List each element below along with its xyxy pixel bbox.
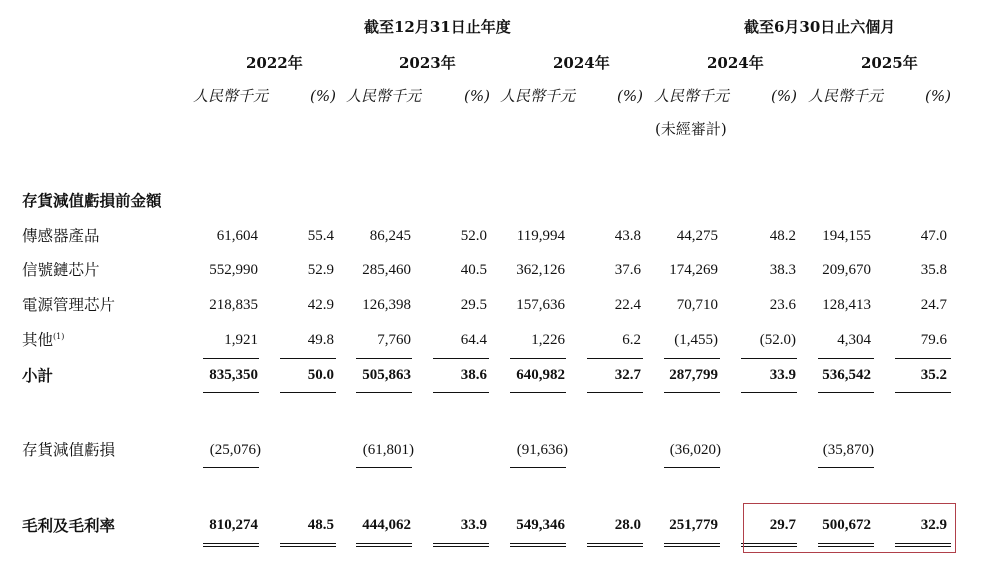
unit-pct: (%) (464, 87, 490, 105)
table-cell: 22.4 (614, 297, 641, 313)
row-label-sensor: 傳感器產品 (22, 227, 100, 245)
subtotal-cell: 32.7 (614, 367, 641, 383)
subtotal-cell: 505,863 (362, 367, 411, 383)
gross-cell: 251,779 (669, 517, 718, 533)
unit-amount: 人民幣千元 (654, 87, 730, 105)
table-cell: 55.4 (307, 228, 334, 244)
table-cell: (52.0) (759, 332, 796, 348)
highlight-box (743, 503, 956, 553)
table-cell: (1,455) (674, 332, 718, 348)
gross-cell: 29.7 (769, 517, 796, 533)
table-cell: 43.8 (614, 228, 641, 244)
subtotal-cell: 38.6 (460, 367, 487, 383)
rule-double (203, 543, 259, 547)
table-cell: 29.5 (460, 297, 487, 313)
rule-double (433, 543, 489, 547)
table-cell: 52.9 (307, 262, 334, 278)
rule-double (510, 543, 566, 547)
subtotal-cell: 287,799 (669, 367, 718, 383)
rule-single (818, 358, 874, 359)
impairment-cell: (91,636) (516, 442, 568, 458)
table-cell: 47.0 (920, 228, 947, 244)
table-cell: 61,604 (216, 228, 258, 244)
table-cell: 42.9 (307, 297, 334, 313)
footnote-ref: (1) (53, 332, 65, 341)
unit-amount: 人民幣千元 (346, 87, 422, 105)
row-label-other: 其他$^{(1)}$ (22, 331, 65, 349)
row-label-power: 電源管理芯片 (22, 296, 116, 314)
unit-pct: (%) (310, 87, 336, 105)
unaudited-note: (未經審計) (655, 120, 727, 138)
table-cell: 209,670 (822, 262, 871, 278)
table-cell: 4,304 (837, 332, 871, 348)
header-year-2022: 2022年 (246, 54, 303, 72)
header-year-2023: 2023年 (399, 54, 456, 72)
table-cell: 1,921 (224, 332, 258, 348)
rule-single (741, 358, 797, 359)
rule-single (280, 358, 336, 359)
table-cell: 24.7 (920, 297, 947, 313)
table-cell: 23.6 (769, 297, 796, 313)
rule-double (664, 543, 720, 547)
rule-double (356, 543, 412, 547)
table-cell: 44,275 (676, 228, 718, 244)
rule-single (664, 467, 720, 468)
unit-pct: (%) (617, 87, 643, 105)
row-label-signal-chain: 信號鏈芯片 (22, 261, 100, 279)
subtotal-cell: 640,982 (516, 367, 565, 383)
rule-single (895, 358, 951, 359)
unit-amount: 人民幣千元 (808, 87, 884, 105)
row-label-gross: 毛利及毛利率 (22, 516, 116, 535)
gross-cell: 444,062 (362, 517, 411, 533)
impairment-cell: (36,020) (669, 442, 721, 458)
rule-single (356, 358, 412, 359)
rule-single (203, 392, 259, 393)
table-cell: 79.6 (920, 332, 947, 348)
table-cell: 285,460 (362, 262, 411, 278)
gross-cell: 32.9 (920, 517, 947, 533)
subtotal-cell: 835,350 (209, 367, 258, 383)
row-label-impairment: 存貨減值虧損 (22, 441, 116, 459)
header-year-2024: 2024年 (553, 54, 610, 72)
rule-single (203, 358, 259, 359)
rule-single (587, 358, 643, 359)
rule-single (433, 392, 489, 393)
subtotal-cell: 536,542 (822, 367, 871, 383)
rule-single (895, 392, 951, 393)
gross-cell: 48.5 (307, 517, 334, 533)
rule-single (664, 392, 720, 393)
rule-single (510, 358, 566, 359)
table-cell: 40.5 (460, 262, 487, 278)
header-year-2024-interim: 2024年 (707, 54, 764, 72)
unit-pct: (%) (771, 87, 797, 105)
table-cell: 64.4 (460, 332, 487, 348)
table-cell: 6.2 (622, 332, 641, 348)
table-cell: 52.0 (460, 228, 487, 244)
rule-single (741, 392, 797, 393)
impairment-cell: (35,870) (822, 442, 874, 458)
subtotal-cell: 33.9 (769, 367, 796, 383)
header-year-2025: 2025年 (861, 54, 918, 72)
rule-single (356, 467, 412, 468)
table-cell: 35.8 (920, 262, 947, 278)
rule-double (587, 543, 643, 547)
subtotal-cell: 35.2 (920, 367, 947, 383)
subtotal-cell: 50.0 (307, 367, 334, 383)
impairment-cell: (61,801) (362, 442, 414, 458)
table-cell: 7,760 (377, 332, 411, 348)
gross-cell: 549,346 (516, 517, 565, 533)
row-label-subtotal: 小計 (22, 366, 54, 385)
unit-amount: 人民幣千元 (500, 87, 576, 105)
unit-amount: 人民幣千元 (193, 87, 269, 105)
table-cell: 218,835 (209, 297, 258, 313)
table-cell: 37.6 (614, 262, 641, 278)
rule-single (203, 467, 259, 468)
header-group-annual: 截至12月31日止年度 (364, 18, 511, 36)
table-cell: 157,636 (516, 297, 565, 313)
rule-single (587, 392, 643, 393)
gross-cell: 28.0 (614, 517, 641, 533)
table-cell: 38.3 (769, 262, 796, 278)
table-cell: 119,994 (516, 228, 565, 244)
impairment-cell: (25,076) (209, 442, 261, 458)
rule-single (818, 467, 874, 468)
unit-pct: (%) (925, 87, 951, 105)
rule-single (433, 358, 489, 359)
table-cell: 49.8 (307, 332, 334, 348)
header-group-interim: 截至6月30日止六個月 (744, 18, 896, 36)
rule-double (280, 543, 336, 547)
section-title: 存貨減值虧損前金額 (22, 191, 162, 210)
rule-single (280, 392, 336, 393)
table-cell: 194,155 (822, 228, 871, 244)
gross-cell: 33.9 (460, 517, 487, 533)
gross-cell: 500,672 (822, 517, 871, 533)
table-cell: 86,245 (369, 228, 411, 244)
gross-cell: 810,274 (209, 517, 258, 533)
table-cell: 128,413 (822, 297, 871, 313)
table-cell: 174,269 (669, 262, 718, 278)
rule-single (818, 392, 874, 393)
rule-single (356, 392, 412, 393)
rule-single (510, 467, 566, 468)
table-cell: 48.2 (769, 228, 796, 244)
table-cell: 362,126 (516, 262, 565, 278)
table-cell: 126,398 (362, 297, 411, 313)
rule-single (510, 392, 566, 393)
rule-single (664, 358, 720, 359)
table-cell: 1,226 (531, 332, 565, 348)
table-cell: 70,710 (676, 297, 718, 313)
table-cell: 552,990 (209, 262, 258, 278)
